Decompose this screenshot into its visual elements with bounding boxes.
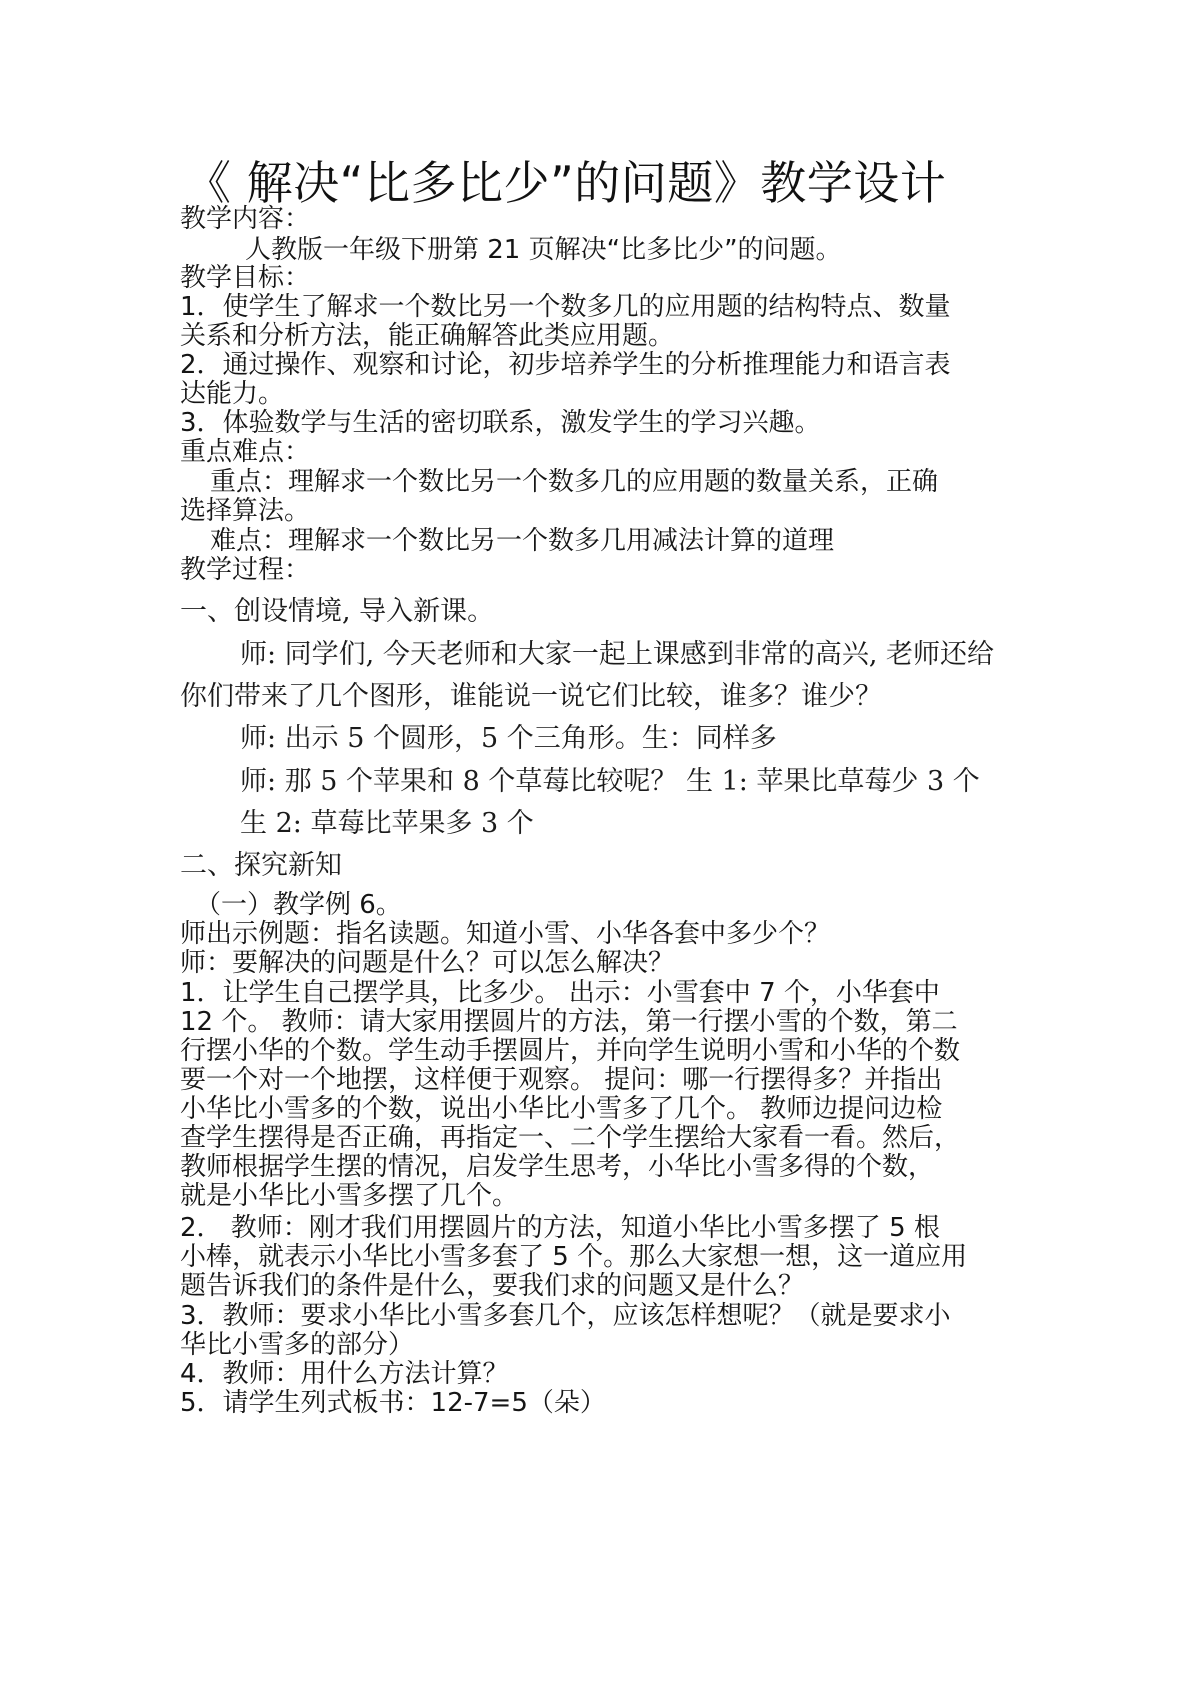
key-point-line-1: 重点：理解求一个数比另一个数多几的应用题的数量关系，正确 [210,467,939,497]
section-heading-key-points: 重点难点： [180,437,311,467]
step-1-heading: 一、创设情境, 导入新课。 [180,596,495,627]
activity-2-line-3: 题告诉我们的条件是什么，要我们求的问题又是什么？ [180,1271,805,1301]
teacher-shapes-dialogue: 师: 出示 5 个圆形，5 个三角形。生：同样多 [240,723,777,754]
goal-2-line-1: 2．通过操作、观察和讨论，初步培养学生的分析推理能力和语言表 [180,350,951,380]
activity-1-line-1: 1．让学生自己摆学具，比多少。 出示：小雪套中 7 个，小华套中 [180,978,940,1008]
goal-1-line-2: 关系和分析方法，能正确解答此类应用题。 [180,321,675,351]
teacher-dialogue-line-2: 你们带来了几个图形，谁能说一说它们比较，谁多？谁少？ [180,681,882,712]
goal-1-line-1: 1．使学生了解求一个数比另一个数多几的应用题的结构特点、数量 [180,292,951,322]
activity-3-line-1: 3．教师：要求小华比小雪多套几个，应该怎样想呢？（就是要求小 [180,1301,951,1331]
activity-1-line-3: 行摆小华的个数。学生动手摆圆片，并向学生说明小雪和小华的个数 [180,1036,961,1066]
section-heading-process: 教学过程： [180,555,311,585]
difficulty-line: 难点：理解求一个数比另一个数多几用减法计算的道理 [210,526,835,556]
document-title: 《 解决“比多比少”的问题》教学设计 [185,156,947,210]
fruit-comparison-dialogue: 师: 那 5 个苹果和 8 个草莓比较呢？ 生 1: 苹果比草莓少 3 个 [240,766,980,797]
activity-4: 4．教师：用什么方法计算？ [180,1359,509,1389]
content-text: 人教版一年级下册第 21 页解决“比多比少”的问题。 [245,235,842,265]
activity-5: 5．请学生列式板书：12-7=5（朵） [180,1388,606,1418]
step-2-heading: 二、探究新知 [180,850,342,881]
activity-1-line-5: 小华比小雪多的个数，说出小华比小雪多了几个。 教师边提问边检 [180,1094,943,1124]
problem-question: 师：要解决的问题是什么？可以怎么解决？ [180,948,675,978]
teacher-dialogue-line-1: 师: 同学们, 今天老师和大家一起上课感到非常的高兴, 老师还给 [240,639,995,670]
activity-1-line-4: 要一个对一个地摆，这样便于观察。 提问：哪一行摆得多？并指出 [180,1065,943,1095]
activity-1-line-2: 12 个。 教师：请大家用摆圆片的方法，第一行摆小雪的个数，第二 [180,1007,958,1037]
activity-3-line-2: 华比小雪多的部分） [180,1330,415,1360]
activity-2-line-2: 小棒，就表示小华比小雪多套了 5 个。那么大家想一想，这一道应用 [180,1242,968,1272]
example-prompt: 师出示例题：指名读题。知道小雪、小华各套中多少个？ [180,919,831,949]
example-heading: （一）教学例 6。 [195,890,402,920]
activity-2-line-1: 2． 教师：刚才我们用摆圆片的方法，知道小华比小雪多摆了 5 根 [180,1213,940,1243]
student-2-answer: 生 2: 草莓比苹果多 3 个 [240,808,534,839]
section-heading-goals: 教学目标： [180,263,311,293]
key-point-line-2: 选择算法。 [180,496,311,526]
section-heading-content: 教学内容： [180,204,311,234]
activity-1-line-6: 查学生摆得是否正确，再指定一、二个学生摆给大家看一看。然后， [180,1123,961,1153]
goal-3: 3．体验数学与生活的密切联系，激发学生的学习兴趣。 [180,408,821,438]
goal-2-line-2: 达能力。 [180,379,285,409]
activity-1-line-8: 就是小华比小雪多摆了几个。 [180,1181,519,1211]
activity-1-line-7: 教师根据学生摆的情况，启发学生思考，小华比小雪多得的个数， [180,1152,935,1182]
